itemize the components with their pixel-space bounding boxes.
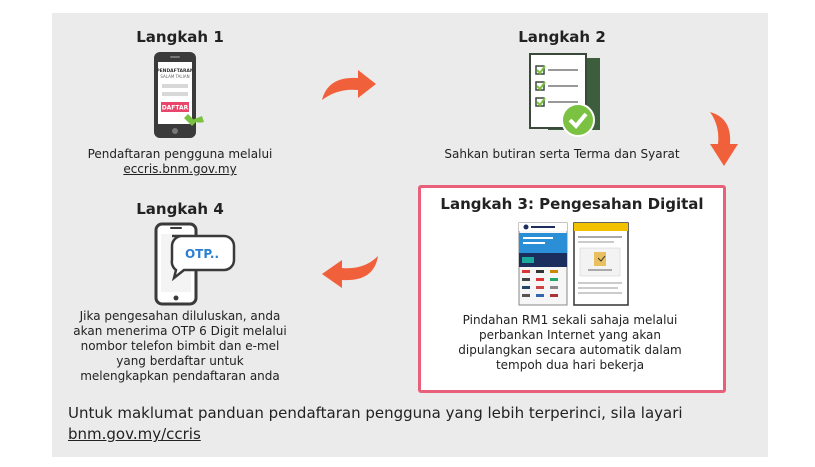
step4-desc-line-4: yang berdaftar untuk — [116, 354, 244, 368]
eccris-link[interactable]: eccris.bnm.gov.my — [123, 162, 237, 176]
footer-text: Untuk maklumat panduan pendaftaran pengguna yang lebih terperinci, sila layari — [68, 404, 683, 422]
step4-desc-line-5: melengkapkan pendaftaran anda — [80, 369, 280, 383]
step1-title: Langkah 1 — [136, 28, 224, 46]
step4-desc-line-3: nombor telefon bimbit dan e-mel — [80, 339, 280, 353]
phone-otp-icon — [154, 222, 236, 306]
step3-desc-line-1: Pindahan RM1 sekali sahaja melalui — [462, 313, 678, 327]
step1-desc — [60, 147, 300, 177]
phone-registration-icon — [152, 50, 208, 142]
phone-header-text: PENDAFTARAN — [156, 69, 194, 74]
step4-title: Langkah 4 — [136, 200, 224, 218]
step2-desc: Sahkan butiran serta Terma dan Syarat — [444, 147, 680, 161]
arrow-down-icon — [704, 108, 744, 170]
step3-desc-line-2: perbankan Internet yang akan — [478, 328, 662, 342]
step1-desc-line: Pendaftaran pengguna melalui — [87, 147, 273, 161]
phone-daftar-button: DAFTAR — [161, 104, 189, 112]
phone-sub-text: SALAM TALIAN — [160, 74, 190, 79]
step2-title: Langkah 2 — [518, 28, 606, 46]
step3-title: Langkah 3: Pengesahan Digital — [440, 195, 704, 213]
footer-note — [68, 403, 748, 445]
arrow-right-icon — [318, 66, 380, 104]
step4-desc — [60, 309, 300, 384]
step4-desc-line-1: Jika pengesahan diluluskan, anda — [79, 309, 281, 323]
ccris-link[interactable]: bnm.gov.my/ccris — [68, 425, 201, 443]
step4-desc-line-2: akan menerima OTP 6 Digit melalui — [73, 324, 287, 338]
step3-desc-line-3: dipulangkan secara automatik dalam — [458, 343, 682, 357]
banking-screens-icon — [518, 222, 630, 306]
step3-desc — [430, 313, 710, 373]
step3-desc-line-4: tempoh dua hari bekerja — [495, 358, 645, 372]
arrow-left-icon — [318, 252, 382, 292]
checklist-document-icon — [528, 52, 604, 140]
otp-bubble-text: OTP.. — [184, 247, 220, 261]
